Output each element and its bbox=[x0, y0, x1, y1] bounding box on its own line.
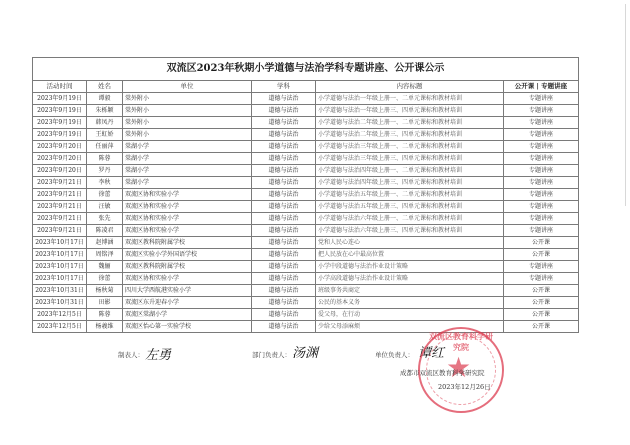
cell-content: 党和人民心连心 bbox=[316, 237, 504, 249]
cell-name: 张先 bbox=[87, 213, 123, 225]
cell-date: 2023年10月17日 bbox=[33, 237, 87, 249]
cell-subject: 道德与法治 bbox=[252, 285, 316, 297]
cell-date: 2023年9月19日 bbox=[33, 105, 87, 117]
cell-subject: 道德与法治 bbox=[252, 321, 316, 333]
cell-date: 2023年9月21日 bbox=[33, 177, 87, 189]
cell-unit: 双流区协和实验小学 bbox=[123, 225, 252, 237]
header-subject: 学科 bbox=[252, 81, 316, 93]
table-row bbox=[33, 189, 579, 201]
page-edge-line bbox=[625, 4, 626, 206]
cell-date: 2023年9月21日 bbox=[33, 213, 87, 225]
cell-type: 专题讲座 bbox=[504, 213, 579, 225]
cell-date: 2023年9月21日 bbox=[33, 189, 87, 201]
cell-type: 专题讲座 bbox=[504, 225, 579, 237]
cell-unit: 双流区协和实验小学 bbox=[123, 201, 252, 213]
unit-head-signature: 谭红 bbox=[418, 346, 445, 361]
signing-date: 2023年12月26日 bbox=[438, 383, 491, 391]
cell-content: 小学道德与法治五年级上册三、四单元课标和教材培训 bbox=[316, 201, 504, 213]
cell-subject: 道德与法治 bbox=[252, 105, 316, 117]
cell-date: 2023年9月20日 bbox=[33, 153, 87, 165]
cell-type: 专题讲座 bbox=[504, 273, 579, 285]
table-row bbox=[33, 297, 579, 309]
table-row bbox=[33, 153, 579, 165]
cell-type: 专题讲座 bbox=[504, 153, 579, 165]
cell-name: 韩凤丹 bbox=[87, 117, 123, 129]
cell-date: 2023年10月31日 bbox=[33, 285, 87, 297]
cell-type: 专题讲座 bbox=[504, 117, 579, 129]
preparer-signature: 左勇 bbox=[145, 348, 172, 363]
cell-unit: 双流区东升迎春小学 bbox=[123, 297, 252, 309]
cell-name: 徐蕾 bbox=[87, 189, 123, 201]
cell-subject: 道德与法治 bbox=[252, 189, 316, 201]
cell-content: 把人民放在心中最高位置 bbox=[316, 249, 504, 261]
table-row bbox=[33, 201, 579, 213]
cell-subject: 道德与法治 bbox=[252, 153, 316, 165]
cell-content: 小学道德与法治一年级上册三、四单元课标和教材培训 bbox=[316, 105, 504, 117]
cell-date: 2023年9月19日 bbox=[33, 93, 87, 105]
cell-type: 专题讲座 bbox=[504, 177, 579, 189]
cell-date: 2023年10月17日 bbox=[33, 273, 87, 285]
table-row bbox=[33, 261, 579, 273]
notice-table bbox=[32, 57, 579, 333]
table-row bbox=[33, 117, 579, 129]
cell-name: 王虹娇 bbox=[87, 129, 123, 141]
cell-date: 2023年10月17日 bbox=[33, 249, 87, 261]
seal-text: 双流区教育科学研究院 bbox=[429, 331, 493, 352]
cell-unit: 双流区教科院附属学校 bbox=[123, 261, 252, 273]
cell-subject: 道德与法治 bbox=[252, 129, 316, 141]
cell-type: 专题讲座 bbox=[504, 201, 579, 213]
cell-unit: 棠湖小学 bbox=[123, 165, 252, 177]
cell-unit: 棠外附小 bbox=[123, 129, 252, 141]
cell-subject: 道德与法治 bbox=[252, 225, 316, 237]
cell-subject: 道德与法治 bbox=[252, 117, 316, 129]
cell-content: 公民的基本义务 bbox=[316, 297, 504, 309]
header-date: 活动时间 bbox=[33, 81, 87, 93]
organization-name: 成都市双流区教育科学研究院 bbox=[400, 369, 485, 377]
cell-date: 2023年9月21日 bbox=[33, 225, 87, 237]
cell-name: 朱栎颖 bbox=[87, 105, 123, 117]
cell-content: 班级事务共商定 bbox=[316, 285, 504, 297]
cell-type: 公开课 bbox=[504, 285, 579, 297]
cell-type: 公开课 bbox=[504, 249, 579, 261]
cell-content: 小学道德与法治三年级上册三、四单元课标和教材培训 bbox=[316, 153, 504, 165]
cell-content: 小学道德与法治一年级上册一、二单元课标和教材培训 bbox=[316, 93, 504, 105]
star-icon: ★ bbox=[446, 351, 472, 384]
cell-unit: 四川大学西航港实验小学 bbox=[123, 285, 252, 297]
table-row bbox=[33, 165, 579, 177]
table-row bbox=[33, 129, 579, 141]
cell-date: 2023年12月5日 bbox=[33, 309, 87, 321]
cell-content: 小学道德与法治二年级上册一、二单元课标和教材培训 bbox=[316, 117, 504, 129]
cell-type: 公开课 bbox=[504, 309, 579, 321]
cell-type: 专题讲座 bbox=[504, 93, 579, 105]
cell-content: 爱父母，在行动 bbox=[316, 309, 504, 321]
cell-date: 2023年9月20日 bbox=[33, 165, 87, 177]
cell-unit: 棠外附小 bbox=[123, 93, 252, 105]
cell-content: 小学道德与法治六年级上册三、四单元课标和教材培训 bbox=[316, 225, 504, 237]
cell-name: 汪敏 bbox=[87, 201, 123, 213]
cell-unit: 棠湖小学 bbox=[123, 177, 252, 189]
dept-head-label: 部门负责人： bbox=[252, 351, 291, 359]
table-row bbox=[33, 237, 579, 249]
table-row bbox=[33, 177, 579, 189]
cell-unit: 双流区协和实验小学 bbox=[123, 213, 252, 225]
unit-head-label: 单位负责人： bbox=[375, 351, 414, 359]
cell-date: 2023年12月5日 bbox=[33, 321, 87, 333]
cell-date: 2023年9月21日 bbox=[33, 201, 87, 213]
cell-date: 2023年9月20日 bbox=[33, 141, 87, 153]
table-row bbox=[33, 285, 579, 297]
cell-subject: 道德与法治 bbox=[252, 213, 316, 225]
cell-subject: 道德与法治 bbox=[252, 201, 316, 213]
cell-content: 小学道德与法治三年级上册一、二单元课标和教材培训 bbox=[316, 141, 504, 153]
cell-type: 公开课 bbox=[504, 297, 579, 309]
preparer-label: 制表人： bbox=[118, 351, 144, 359]
table-row bbox=[33, 141, 579, 153]
cell-type: 公开课 bbox=[504, 321, 579, 333]
cell-name: 任丽萍 bbox=[87, 141, 123, 153]
cell-name: 谭毅 bbox=[87, 93, 123, 105]
table-header-row bbox=[33, 81, 579, 93]
cell-name: 徐蕾 bbox=[87, 273, 123, 285]
cell-name: 陈蓉 bbox=[87, 153, 123, 165]
cell-content: 小学道德与法治四年级上册三、四单元课标和教材培训 bbox=[316, 177, 504, 189]
table-row bbox=[33, 105, 579, 117]
cell-type: 专题讲座 bbox=[504, 189, 579, 201]
cell-type: 专题讲座 bbox=[504, 141, 579, 153]
cell-date: 2023年9月19日 bbox=[33, 129, 87, 141]
header-unit: 单位 bbox=[123, 81, 252, 93]
cell-subject: 道德与法治 bbox=[252, 273, 316, 285]
cell-content: 小学中段道德与法治作业设计策略 bbox=[316, 261, 504, 273]
header-name: 姓名 bbox=[87, 81, 123, 93]
cell-type: 公开课 bbox=[504, 237, 579, 249]
cell-date: 2023年10月17日 bbox=[33, 261, 87, 273]
table-row bbox=[33, 93, 579, 105]
cell-content: 小学道德与法治四年级上册一、二单元课标和教材培训 bbox=[316, 165, 504, 177]
cell-subject: 道德与法治 bbox=[252, 141, 316, 153]
cell-type: 专题讲座 bbox=[504, 165, 579, 177]
table-row bbox=[33, 321, 579, 333]
cell-unit: 双流区实验小学外国语学校 bbox=[123, 249, 252, 261]
cell-content: 少给父母添麻烦 bbox=[316, 321, 504, 333]
cell-type: 专题讲座 bbox=[504, 129, 579, 141]
cell-name: 周铭泽 bbox=[87, 249, 123, 261]
table-row bbox=[33, 249, 579, 261]
header-type: 公开课 | 专题讲座 bbox=[504, 81, 579, 93]
cell-subject: 道德与法治 bbox=[252, 309, 316, 321]
cell-date: 2023年10月31日 bbox=[33, 297, 87, 309]
cell-subject: 道德与法治 bbox=[252, 177, 316, 189]
cell-unit: 双流区教科院附属学校 bbox=[123, 237, 252, 249]
cell-unit: 棠外附小 bbox=[123, 117, 252, 129]
cell-subject: 道德与法治 bbox=[252, 297, 316, 309]
cell-unit: 棠湖小学 bbox=[123, 141, 252, 153]
cell-unit: 棠湖小学 bbox=[123, 153, 252, 165]
cell-unit: 双流区协和实验小学 bbox=[123, 189, 252, 201]
document-title: 双流区2023年秋期小学道德与法治学科专题讲座、公开课公示 bbox=[33, 58, 579, 81]
cell-name: 杨羲维 bbox=[87, 321, 123, 333]
cell-unit: 棠外附小 bbox=[123, 105, 252, 117]
cell-name: 罗丹 bbox=[87, 165, 123, 177]
cell-content: 小学道德与法治五年级上册一、二单元课标和教材培训 bbox=[316, 189, 504, 201]
cell-subject: 道德与法治 bbox=[252, 237, 316, 249]
cell-name: 杨秋菊 bbox=[87, 285, 123, 297]
dept-head-signature: 汤渊 bbox=[292, 346, 319, 361]
table-row bbox=[33, 213, 579, 225]
cell-date: 2023年9月19日 bbox=[33, 117, 87, 129]
cell-name: 陈凌君 bbox=[87, 225, 123, 237]
cell-type: 专题讲座 bbox=[504, 261, 579, 273]
cell-name: 赵博涵 bbox=[87, 237, 123, 249]
cell-subject: 道德与法治 bbox=[252, 165, 316, 177]
cell-name: 田影 bbox=[87, 297, 123, 309]
cell-name: 李秋 bbox=[87, 177, 123, 189]
cell-unit: 双流区协和实验小学 bbox=[123, 273, 252, 285]
cell-unit: 双流区怡心第一实验学校 bbox=[123, 321, 252, 333]
cell-content: 小学道德与法治二年级上册三、四单元课标和教材培训 bbox=[316, 129, 504, 141]
cell-subject: 道德与法治 bbox=[252, 93, 316, 105]
cell-content: 小学高段道德与法治作业设计策略 bbox=[316, 273, 504, 285]
header-content: 内容标题 bbox=[316, 81, 504, 93]
table-row bbox=[33, 273, 579, 285]
cell-subject: 道德与法治 bbox=[252, 261, 316, 273]
table-row bbox=[33, 225, 579, 237]
cell-unit: 双流区棠湖小学 bbox=[123, 309, 252, 321]
cell-type: 专题讲座 bbox=[504, 105, 579, 117]
table-row bbox=[33, 309, 579, 321]
cell-name: 陈蓉 bbox=[87, 309, 123, 321]
cell-subject: 道德与法治 bbox=[252, 249, 316, 261]
cell-name: 魏俪 bbox=[87, 261, 123, 273]
cell-content: 小学道德与法治六年级上册一、二单元课标和教材培训 bbox=[316, 213, 504, 225]
